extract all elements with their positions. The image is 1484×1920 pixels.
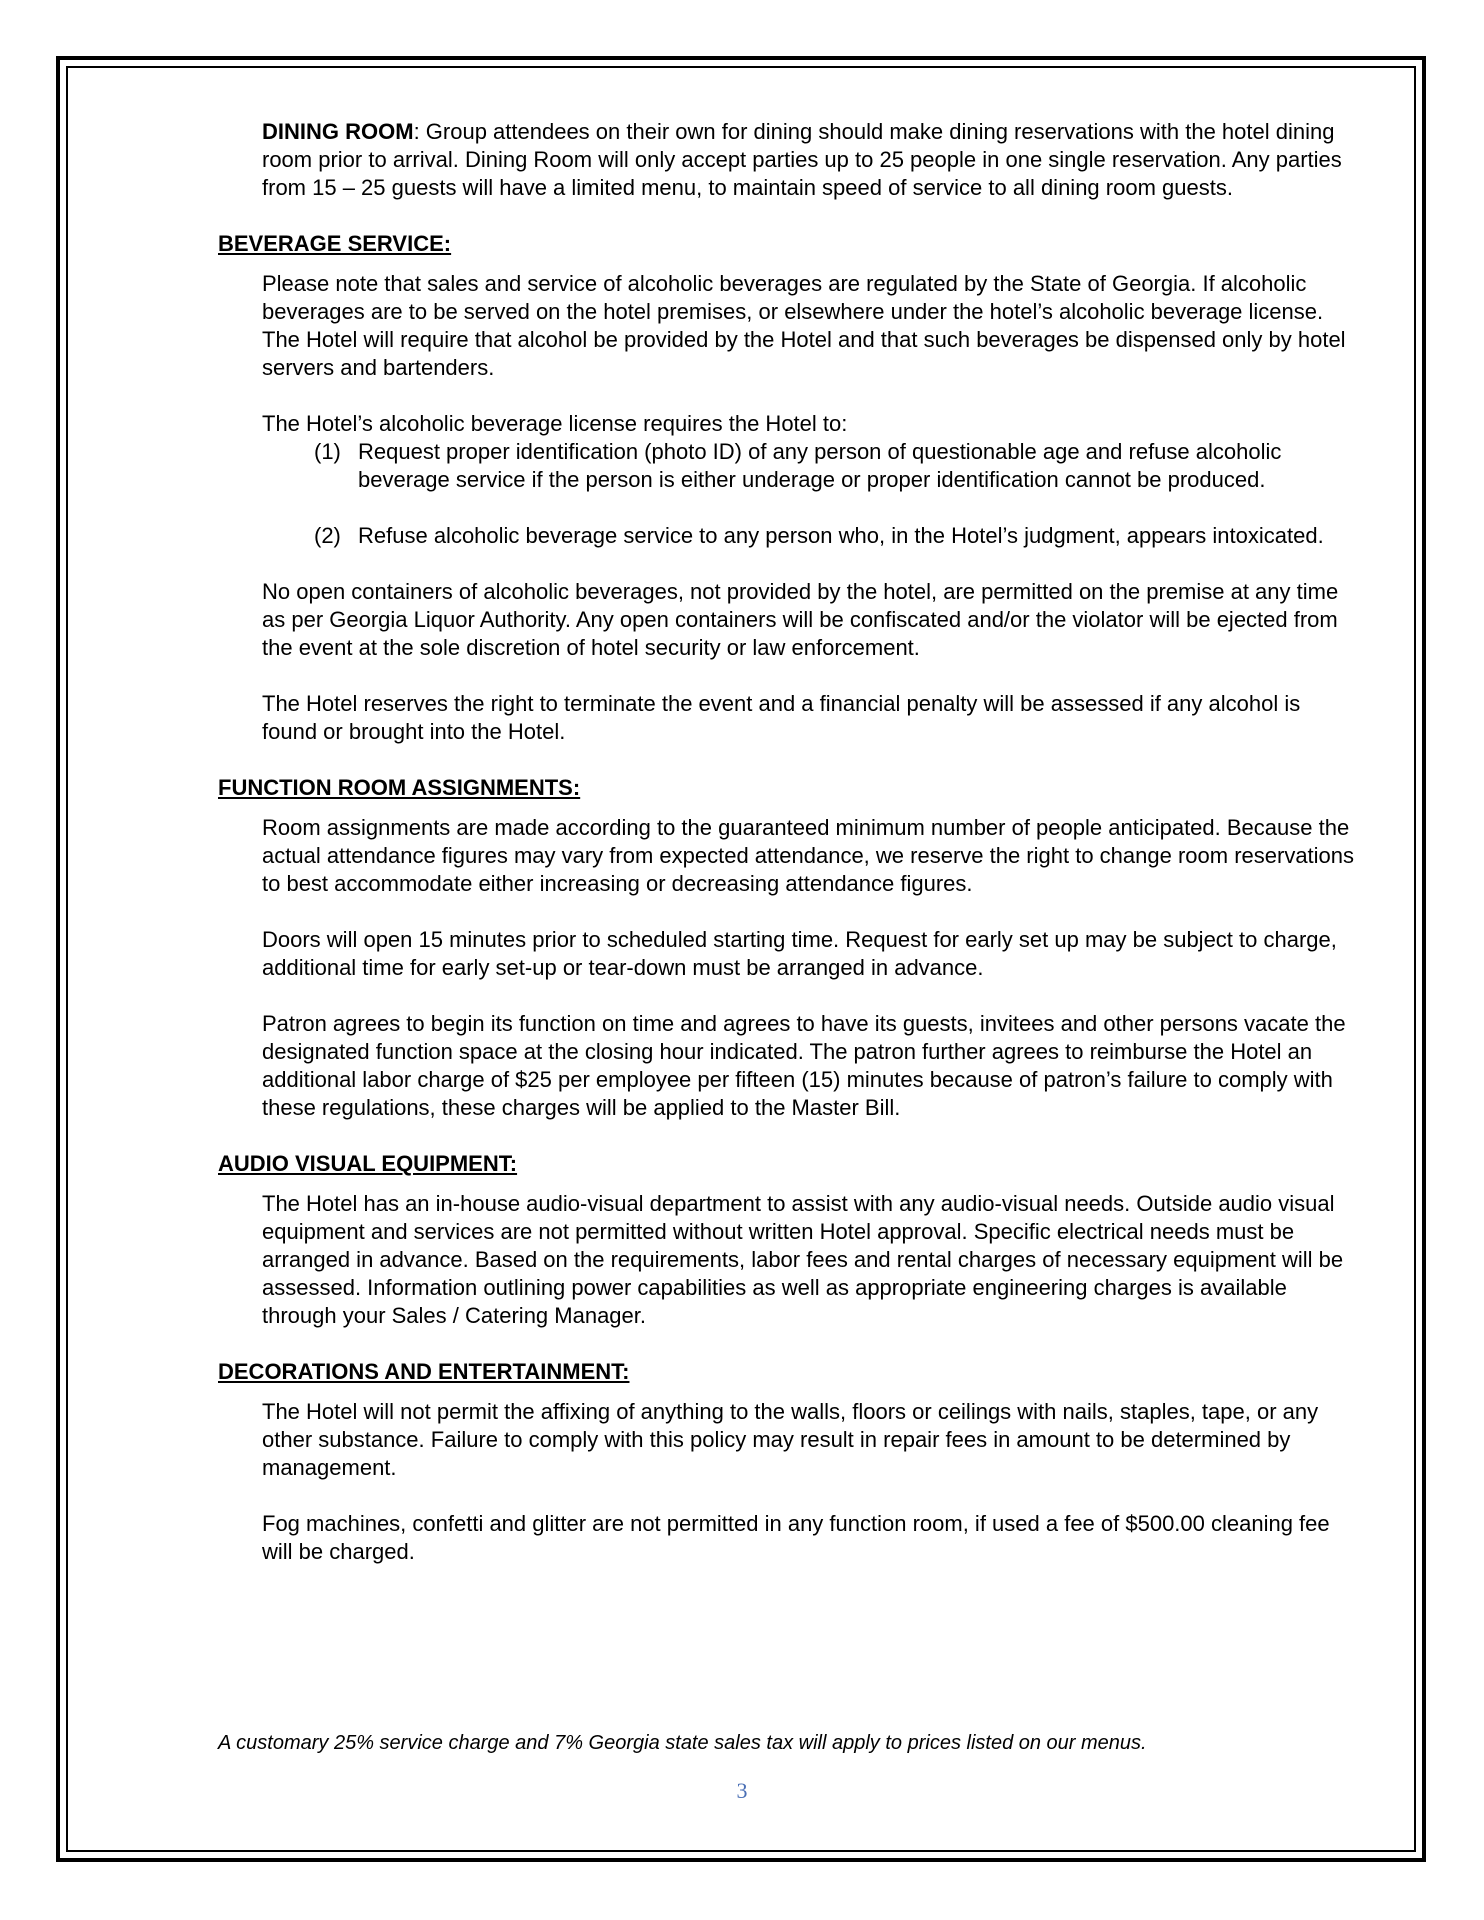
list-item	[314, 522, 1358, 550]
beverage-requirements-list	[262, 438, 1358, 550]
beverage-paragraph-3: No open containers of alcoholic beverages, not provided by the hotel, are permitted on the premise at any time as per Georgia Liquor Authority. Any open containers will be confiscated and/or the violator will be ejected from the event at the sole discretion of hotel security or law enforcement.	[262, 579, 1339, 660]
dining-room-text: : Group attendees on their own for dining should make dining reservations with the hotel dining room prior to arrival. Dining Room will only accept parties up to 25 people in one single reservation. Any parties from 15 – 25 guests will have a limited menu, to maintain speed of service to all dining room guests.	[262, 119, 1342, 200]
beverage-paragraph-4: The Hotel reserves the right to terminate the event and a financial penalty will be assessed if any alcohol is found or brought into the Hotel.	[262, 691, 1301, 744]
list-item-text: Request proper identification (photo ID) of any person of questionable age and refuse alcoholic beverage service if the person is either underage or proper identification cannot be produced.	[358, 439, 1282, 492]
beverage-paragraph-1: Please note that sales and service of alcoholic beverages are regulated by the State of Georgia. If alcoholic beverages are to be served on the hotel premises, or elsewhere under the hotel’s alcoholic beverage license. The Hotel will require that alcohol be provided by the Hotel and that such beverages be dispensed only by hotel servers and bartenders.	[262, 271, 1346, 380]
function-room-paragraph-1: Room assignments are made according to the guaranteed minimum number of people anticipated. Because the actual attendance figures may vary from expected attendance, we reserve the right to change room reservations to best accommodate either increasing or decreasing attendance figures.	[262, 815, 1355, 896]
list-item-number: (2)	[314, 523, 341, 548]
decorations-paragraph-2: Fog machines, confetti and glitter are not permitted in any function room, if used a fee of $500.00 cleaning fee will be charged.	[262, 1511, 1330, 1564]
document-body	[218, 118, 1358, 1594]
dining-room-label: DINING ROOM	[262, 119, 414, 144]
list-item	[314, 438, 1358, 494]
audio-visual-heading: AUDIO VISUAL EQUIPMENT:	[218, 1151, 518, 1176]
dining-room-paragraph	[262, 118, 1358, 202]
function-room-heading: FUNCTION ROOM ASSIGNMENTS:	[218, 775, 581, 800]
decorations-paragraph-1: The Hotel will not permit the affixing of anything to the walls, floors or ceilings with nails, staples, tape, or any other substance. Failure to comply with this policy may result in repair fees in amount to be determined by management.	[262, 1399, 1319, 1480]
beverage-service-heading: BEVERAGE SERVICE:	[218, 231, 452, 256]
list-item-text: Refuse alcoholic beverage service to any person who, in the Hotel’s judgment, appears intoxicated.	[358, 523, 1324, 548]
service-charge-footnote: A customary 25% service charge and 7% Georgia state sales tax will apply to prices listed on our menus.	[218, 1732, 1147, 1754]
decorations-heading: DECORATIONS AND ENTERTAINMENT:	[218, 1359, 630, 1384]
list-item-number: (1)	[314, 439, 341, 464]
function-room-paragraph-2: Doors will open 15 minutes prior to scheduled starting time. Request for early set up may be subject to charge, additional time for early set-up or tear-down must be arranged in advance.	[262, 927, 1337, 980]
audio-visual-paragraph: The Hotel has an in-house audio-visual department to assist with any audio-visual needs. Outside audio visual equipment and services are not permitted without written Hotel approval. Specific electrical needs must be arranged in advance. Based on the requirements, labor fees and rental charges of necessary equipment will be assessed. Information outlining power capabilities as well as appropriate engineering charges is available through your Sales / Catering Manager.	[262, 1191, 1344, 1328]
beverage-paragraph-2: The Hotel’s alcoholic beverage license requires the Hotel to:	[262, 411, 848, 436]
page-number: 3	[736, 1778, 748, 1803]
function-room-paragraph-3: Patron agrees to begin its function on time and agrees to have its guests, invitees and other persons vacate the designated function space at the closing hour indicated. The patron further agrees to reimburse the Hotel an additional labor charge of $25 per employee per fifteen (15) minutes because of patron’s failure to comply with these regulations, these charges will be applied to the Master Bill.	[262, 1011, 1346, 1120]
